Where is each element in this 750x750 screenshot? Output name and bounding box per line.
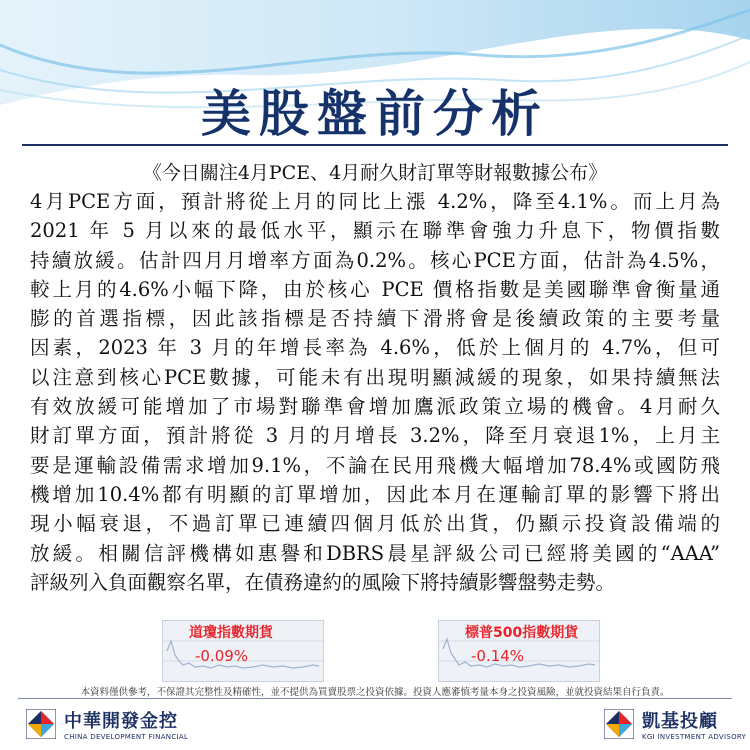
article-line: 以注意到核心PCE數據，可能未有出現明顯減緩的現象，如果持續無法 (30, 365, 720, 389)
article-line: 持續放緩。估計四月月增率方面為0.2%。核心PCE方面，估計為4.5%， (30, 248, 720, 272)
title-divider (22, 144, 728, 146)
article-line: 財訂單方面，預計將從 3 月的月增長 3.2%，降至月衰退1%，上月主 (30, 424, 720, 448)
article-line: 2021 年 5 月以來的最低水平，顯示在聯準會強力升息下，物價指數 (30, 219, 720, 243)
article-line: 機增加10.4%都有明顯的訂單增加，因此本月在運輸訂單的影響下將出 (30, 482, 720, 506)
kgi-logo-cn: 凱基投顧 (642, 711, 718, 732)
cdf-logo-mark-icon (26, 709, 56, 739)
article-line: 4月PCE方面，預計將從上月的同比上漲 4.2%，降至4.1%。而上月為 (30, 190, 720, 213)
article-subtitle: 《今日關注4月PCE、4月耐久財訂單等財報數據公布》 (142, 162, 608, 184)
disclaimer-text: 本資料僅供參考，不保證其完整性及精確性，並不提供為買賣股票之投資依據。投資人應審慎考量本身之投資風險，並就投資結果自行負責。 (80, 687, 670, 698)
article-line: 評級列入負面觀察名單，在債務違約的風險下將持續影響盤勢走勢。 (30, 570, 616, 594)
article-line: 放緩。相關信評機構如惠譽和DBRS晨星評級公司已經將美國的“AAA” (30, 541, 720, 565)
kgi-logo-mark-icon (604, 709, 634, 739)
dow-futures-change: -0.09% (195, 647, 249, 665)
cdf-logo (26, 706, 188, 742)
cdf-logo-cn: 中華開發金控 (64, 711, 178, 732)
article-body (30, 187, 720, 597)
article-line: 因素，2023 年 3 月的年增長率為 4.6%，低於上個月的 4.7%，但可 (30, 336, 720, 360)
kgi-logo (604, 706, 746, 742)
article-line: 要是運輸設備需求增加9.1%，不論在民用飛機大幅增加78.4%或國防飛 (30, 453, 720, 477)
dow-futures-label: 道瓊指數期貨 (189, 625, 273, 641)
article-line: 有效放緩可能增加了市場對聯準會增加鷹派政策立場的機會。4月耐久 (30, 395, 720, 419)
article-line: 現小幅衰退，不過訂單已連續四個月低於出貨，仍顯示投資設備端的 (30, 512, 720, 536)
sp500-futures-change: -0.14% (471, 647, 525, 665)
dow-futures-card (162, 620, 324, 682)
article-line: 膨的首選指標，因此該指標是否持續下滑將會是後續政策的主要考量 (30, 307, 720, 331)
sp500-futures-card (438, 620, 600, 682)
footer-divider (18, 698, 732, 699)
cdf-logo-en: CHINA DEVELOPMENT FINANCIAL (64, 733, 189, 741)
page-title: 美股盤前分析 (201, 84, 549, 143)
article-line: 較上月的4.6%小幅下降，由於核心 PCE 價格指數是美國聯準會衡量通 (30, 277, 720, 301)
kgi-logo-en: KGI INVESTMENT ADVISORY (642, 733, 747, 741)
sp500-futures-label: 標普500指數期貨 (465, 625, 579, 641)
